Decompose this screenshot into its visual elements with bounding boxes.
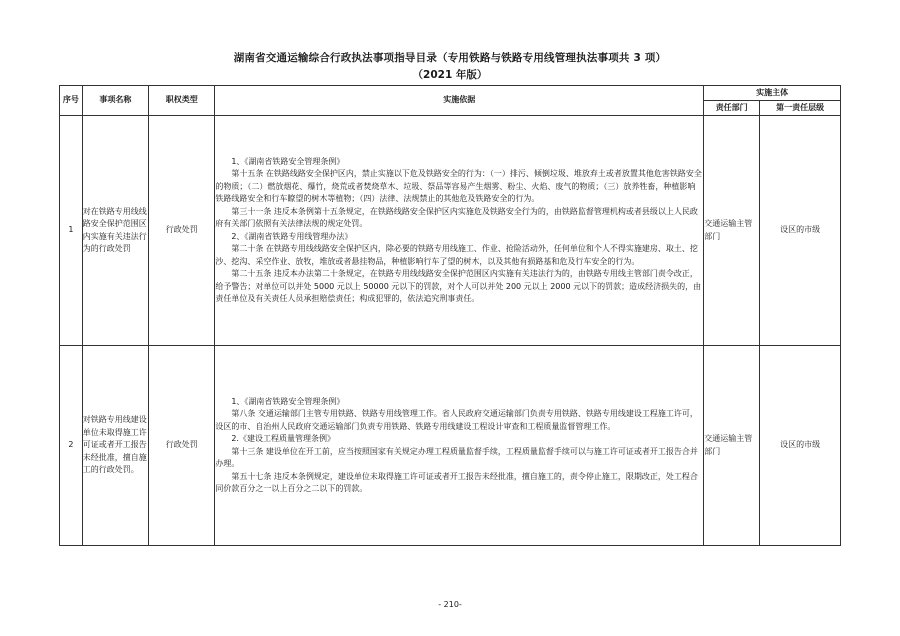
document-title: 湖南省交通运输综合行政执法事项指导目录（专用铁路与铁路专用线管理执法事项共 3 项） [233, 52, 667, 64]
page-number: - 210- [438, 600, 462, 609]
basis-line: 第十三条 建设单位在开工前，应当按照国家有关规定办理工程质量监督手续，工程质量监督手续可以与施工许可证或者开工报告合并办理。 [215, 446, 698, 468]
header-power-type: 职权类型 [149, 86, 215, 116]
basis-line: 第三十一条 违反本条例第十五条规定，在铁路线路安全保护区内实施危及铁路安全行为的，由铁路监督管理机构或者县级以上人民政府有关部门依照有关法律法规的规定处罚。 [215, 206, 698, 228]
header-level: 第一责任层级 [760, 101, 841, 116]
basis-line: 第五十七条 违反本条例规定，建设单位未取得施工许可证或者开工报告未经批准，擅自施工的，责令停止施工，限期改正，处工程合同价款百分之一以上百分之二以下的罚款。 [215, 471, 698, 493]
basis-line: 第二十条 在铁路专用线线路安全保护区内，除必要的铁路专用线施工、作业、抢险活动外，任何单位和个人不得实施建房、取土、挖沙、挖沟、采空作业、放牧，堆放或者悬挂物品，种植影响行车了望的树木，以及其他有损路基和危及行车安全的行为。 [215, 244, 698, 266]
enforcement-table [59, 85, 841, 546]
basis-line: 2、《湖南省铁路专用线管理办法》 [231, 231, 353, 241]
basis-line: 第十五条 在铁路线路安全保护区内，禁止实施以下危及铁路安全的行为：（一）排污、倾倒垃圾、堆放弃土或者放置其他危害铁路安全的物质；（二）燃放烟花、爆竹，烧荒或者焚烧草木、垃圾、祭品等容易产生烟雾、粉尘、火焰、废气的物质；（三）放养牲畜，种植影响铁路线路安全和行车瞭望的树木等植物；（四）法律、法规禁止的其他危及铁路安全的行为。 [215, 169, 702, 203]
row-seq: 2 [60, 346, 83, 546]
table-row [60, 116, 841, 346]
row-item-name: 对铁路专用线建设单位未取得施工许可证或者开工报告未经批准，擅自施工的行政处罚。 [82, 346, 148, 546]
row-basis [215, 346, 704, 546]
basis-line: 2.《建设工程质量管理条例》 [231, 434, 335, 443]
row-level: 设区的市级 [760, 346, 841, 546]
header-dept: 责任部门 [704, 101, 760, 116]
row-power-type: 行政处罚 [149, 116, 215, 346]
header-item-name: 事项名称 [82, 86, 148, 116]
row-level: 设区的市级 [760, 116, 841, 346]
row-dept: 交通运输主管部门 [704, 116, 760, 346]
document-subtitle: （2021 年版） [412, 69, 488, 81]
header-basis: 实施依据 [215, 86, 704, 116]
basis-line: 1、《湖南省铁路安全管理条例》 [231, 156, 345, 166]
row-dept: 交通运输主管部门 [704, 346, 760, 546]
row-power-type: 行政处罚 [149, 346, 215, 546]
basis-line: 第二十五条 违反本办法第二十条规定，在铁路专用线线路安全保护范围区内实施有关违法行为的，由铁路专用线主管部门责令改正，给予警告；对单位可以并处 5000 元以上 50000 元以下的罚款，对个人可以并处 200 元以上 2000 元以下的罚款；造成经济损失的，由责任单位及有关责任人员承担赔偿责任；构成犯罪的，依法追究刑事责任。 [215, 269, 702, 303]
row-item-name: 对在铁路专用线线路安全保护范围区内实施有关违法行为的行政处罚 [82, 116, 148, 346]
row-seq: 1 [60, 116, 83, 346]
row-basis [215, 116, 704, 346]
header-subject: 实施主体 [704, 86, 841, 101]
basis-line: 第八条 交通运输部门主管专用铁路、铁路专用线管理工作。省人民政府交通运输部门负责专用铁路、铁路专用线建设工程施工许可，设区的市、自治州人民政府交通运输部门负责专用铁路、铁路专用线建设工程设计审查和工程质量监督管理工作。 [215, 409, 698, 431]
basis-line: 1、《湖南省铁路安全管理条例》 [231, 396, 345, 406]
header-seq: 序号 [60, 86, 83, 116]
table-row [60, 346, 841, 546]
